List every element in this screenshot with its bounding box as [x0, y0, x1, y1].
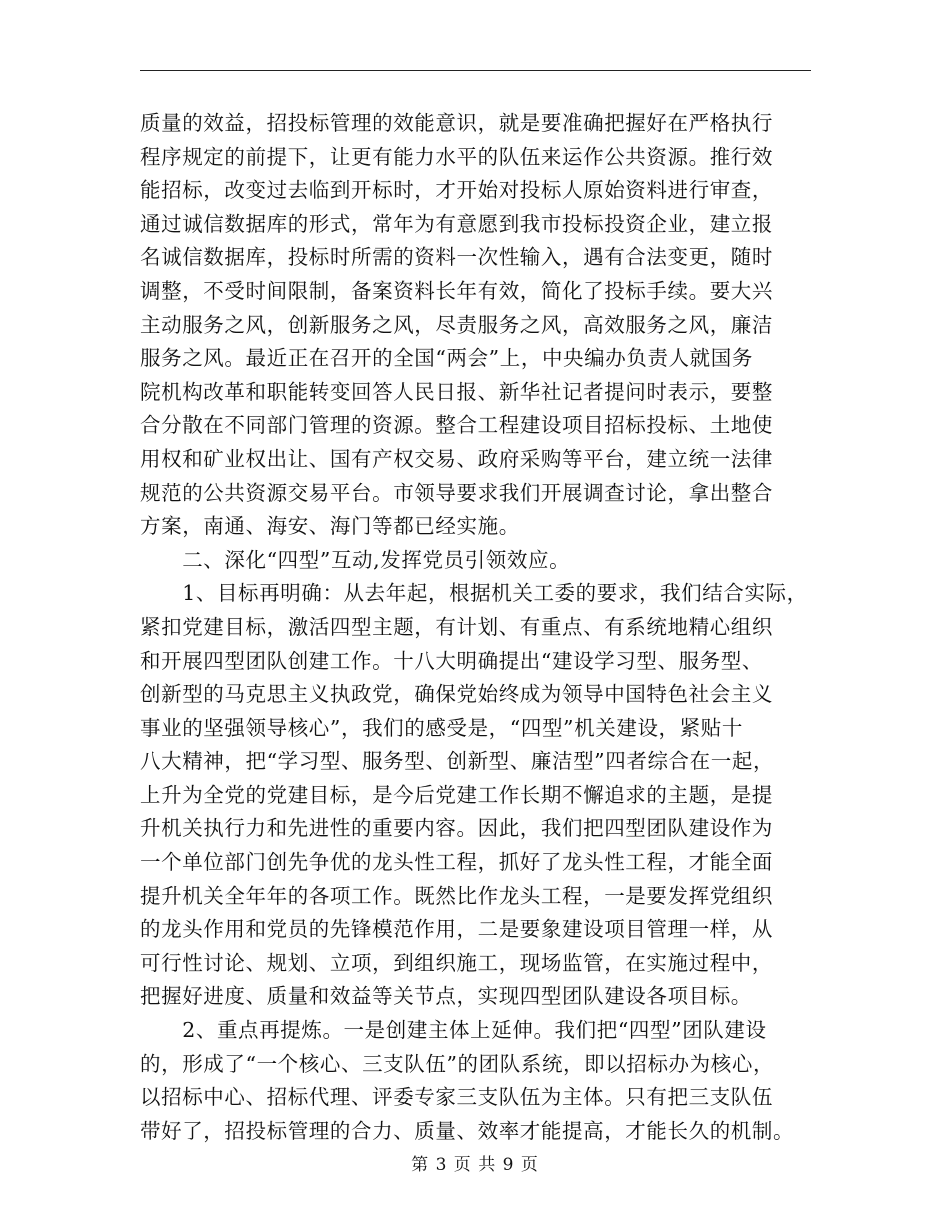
text-line: 创新型的马克思主义执政党，确保党始终成为领导中国特色社会主义 [140, 682, 773, 707]
text-line: 质量的效益，招投标管理的效能意识，就是要准确把握好在严格执行 [140, 111, 773, 135]
text-line: 紧扣党建目标，激活四型主题，有计划、有重点、有系统地精心组织 [140, 614, 773, 639]
text-line: 用权和矿业权出让、国有产权交易、政府采购等平台，建立统一法律 [140, 446, 773, 471]
text-line: 合分散在不同部门管理的资源。整合工程建设项目招标投标、土地使 [140, 413, 773, 438]
text-line: 调整，不受时间限制，备案资料长年有效，简化了投标手续。要大兴 [140, 278, 773, 303]
header-rule [140, 70, 811, 71]
text-line: 提升机关全年年的各项工作。既然比作龙头工程，一是要发挥党组织 [140, 883, 773, 908]
page-footer: 第 3 页 共 9 页 [411, 1155, 539, 1175]
text-line: 能招标，改变过去临到开标时，才开始对投标人原始资料进行审查， [140, 178, 773, 203]
text-line: 院机构改革和职能转变回答人民日报、新华社记者提问时表示，要整 [140, 379, 773, 404]
text-line: 一个单位部门创先争优的龙头性工程，抓好了龙头性工程，才能全面 [140, 850, 773, 875]
text-line: 事业的坚强领导核心”，我们的感受是，“四型”机关建设，紧贴十 [140, 715, 743, 740]
text-line: 规范的公共资源交易平台。市领导要求我们开展调查讨论，拿出整合 [140, 480, 773, 505]
text-line: 服务之风。最近正在召开的全国“两会”上，中央编办负责人就国务 [140, 346, 753, 371]
text-line: 方案，南通、海安、海门等都已经实施。 [140, 514, 520, 539]
text-line: 带好了，招投标管理的合力、质量、效率才能提高，才能长久的机制。 [140, 1118, 795, 1143]
text-line: 升机关执行力和先进性的重要内容。因此，我们把四型团队建设作为 [140, 816, 773, 841]
text-line: 和开展四型团队创建工作。十八大明确提出“建设学习型、服务型、 [140, 648, 763, 673]
text-line: 主动服务之风，创新服务之风，尽责服务之风，高效服务之风，廉洁 [140, 312, 773, 337]
text-line: 程序规定的前提下，让更有能力水平的队伍来运作公共资源。推行效 [140, 144, 773, 169]
text-line: 上升为全党的党建目标，是今后党建工作长期不懈追求的主题，是提 [140, 782, 773, 807]
text-line: 的，形成了“一个核心、三支队伍”的团队系统，即以招标办为核心， [140, 1051, 775, 1076]
text-line: 通过诚信数据库的形式，常年为有意愿到我市投标投资企业，建立报 [140, 211, 773, 236]
text-line: 把握好进度、质量和效益等关节点，实现四型团队建设各项目标。 [140, 984, 752, 1009]
document-body [140, 107, 820, 1148]
text-line: 名诚信数据库，投标时所需的资料一次性输入，遇有合法变更，随时 [140, 245, 773, 270]
text-line: 的龙头作用和党员的先锋模范作用，二是要象建设项目管理一样，从 [140, 917, 773, 942]
text-line: 八大精神，把“学习型、服务型、创新型、廉洁型”四者综合在一起， [140, 749, 775, 774]
text-line: 以招标中心、招标代理、评委专家三支队伍为主体。只有把三支队伍 [140, 1085, 773, 1110]
text-line: 可行性讨论、规划、立项，到组织施工，现场监管，在实施过程中， [140, 950, 773, 975]
text-line: 1、目标再明确：从去年起，根据机关工委的要求，我们结合实际， [140, 581, 808, 606]
section-heading: 二、深化“四型”互动,发挥党员引领效应。 [140, 547, 571, 572]
text-line: 2、重点再提炼。一是创建主体上延伸。我们把“四型”团队建设 [140, 1018, 767, 1043]
